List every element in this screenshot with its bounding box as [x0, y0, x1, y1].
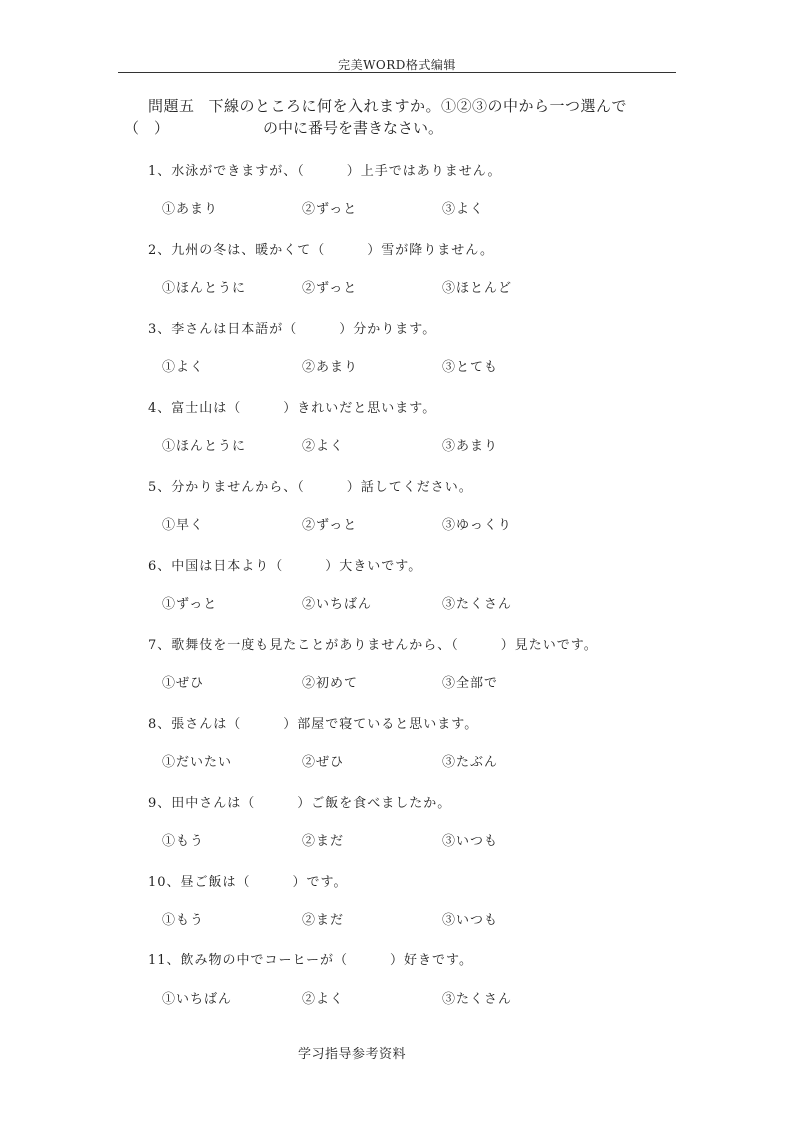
- option-2: ②ぜひ: [302, 755, 345, 770]
- instructions-text: 下線のところに何を入れますか。①②③の中から一つ選んで: [208, 97, 628, 115]
- option-3: ③とても: [442, 360, 499, 375]
- question-2-options: [162, 277, 582, 297]
- option-1: ①あまり: [162, 202, 219, 217]
- question-3-options: [162, 356, 582, 376]
- option-2: ②まだ: [302, 913, 345, 928]
- option-1: ①いちばん: [162, 992, 233, 1007]
- option-2: ②初めて: [302, 676, 359, 691]
- instructions-line-1: [148, 95, 627, 116]
- option-2: ②よく: [302, 439, 345, 454]
- page-header: 完美WORD格式编辑: [338, 58, 456, 72]
- question-8: 8、張さんは（ ）部屋で寝ていると思います。: [148, 717, 479, 732]
- question-4: 4、富士山は（ ）きれいだと思います。: [148, 401, 437, 416]
- question-2: 2、九州の冬は、暖かくて（ ）雪が降りません。: [148, 243, 495, 258]
- problem-number: 問題五: [148, 97, 195, 115]
- question-9: 9、田中さんは（ ）ご飯を食べましたか。: [148, 796, 452, 811]
- question-6: 6、中国は日本より（ ）大きいです。: [148, 559, 423, 574]
- question-10-options: [162, 909, 582, 929]
- option-2: ②まだ: [302, 834, 345, 849]
- option-3: ③たくさん: [442, 597, 513, 612]
- option-3: ③ゆっくり: [442, 518, 512, 533]
- option-3: ③いつも: [442, 913, 499, 928]
- option-1: ①ほんとうに: [162, 281, 247, 296]
- option-3: ③いつも: [442, 834, 499, 849]
- instructions-line-2: [124, 117, 443, 138]
- question-7: 7、歌舞伎を一度も見たことがありませんから、（ ）見たいです。: [148, 638, 598, 653]
- option-1: ①ぜひ: [162, 676, 205, 691]
- option-1: ①よく: [162, 360, 205, 375]
- option-3: ③あまり: [442, 439, 499, 454]
- question-7-options: [162, 672, 582, 692]
- option-2: ②ずっと: [302, 202, 358, 217]
- option-3: ③ほとんど: [442, 281, 513, 296]
- header-divider: [118, 72, 676, 73]
- option-1: ①早く: [162, 518, 205, 533]
- question-11-options: [162, 988, 582, 1008]
- question-3: 3、李さんは日本語が（ ）分かります。: [148, 322, 437, 337]
- option-3: ③全部で: [442, 676, 499, 691]
- option-2: ②よく: [302, 992, 345, 1007]
- option-1: ①もう: [162, 834, 205, 849]
- option-2: ②あまり: [302, 360, 359, 375]
- option-1: ①ずっと: [162, 597, 218, 612]
- answer-parentheses: （ ）: [124, 119, 170, 137]
- question-5: 5、分かりませんから、（ ）話してください。: [148, 480, 473, 495]
- page-footer: 学习指导参考资料: [298, 1047, 407, 1062]
- option-2: ②ずっと: [302, 518, 358, 533]
- instructions-text-2: の中に番号を書きなさい。: [263, 119, 444, 137]
- option-1: ①だいたい: [162, 755, 233, 770]
- question-9-options: [162, 830, 582, 850]
- question-1-options: [162, 198, 582, 218]
- option-1: ①もう: [162, 913, 205, 928]
- question-4-options: [162, 435, 582, 455]
- option-2: ②ずっと: [302, 281, 358, 296]
- question-10: 10、昼ご飯は（ ）です。: [148, 875, 348, 890]
- option-1: ①ほんとうに: [162, 439, 247, 454]
- option-3: ③たぶん: [442, 755, 499, 770]
- question-6-options: [162, 593, 582, 613]
- option-2: ②いちばん: [302, 597, 373, 612]
- option-3: ③よく: [442, 202, 485, 217]
- question-5-options: [162, 514, 582, 534]
- question-8-options: [162, 751, 582, 771]
- question-1: 1、水泳ができますが、（ ）上手ではありません。: [148, 164, 502, 179]
- option-3: ③たくさん: [442, 992, 513, 1007]
- question-11: 11、飲み物の中でコーヒーが（ ）好きです。: [148, 953, 473, 968]
